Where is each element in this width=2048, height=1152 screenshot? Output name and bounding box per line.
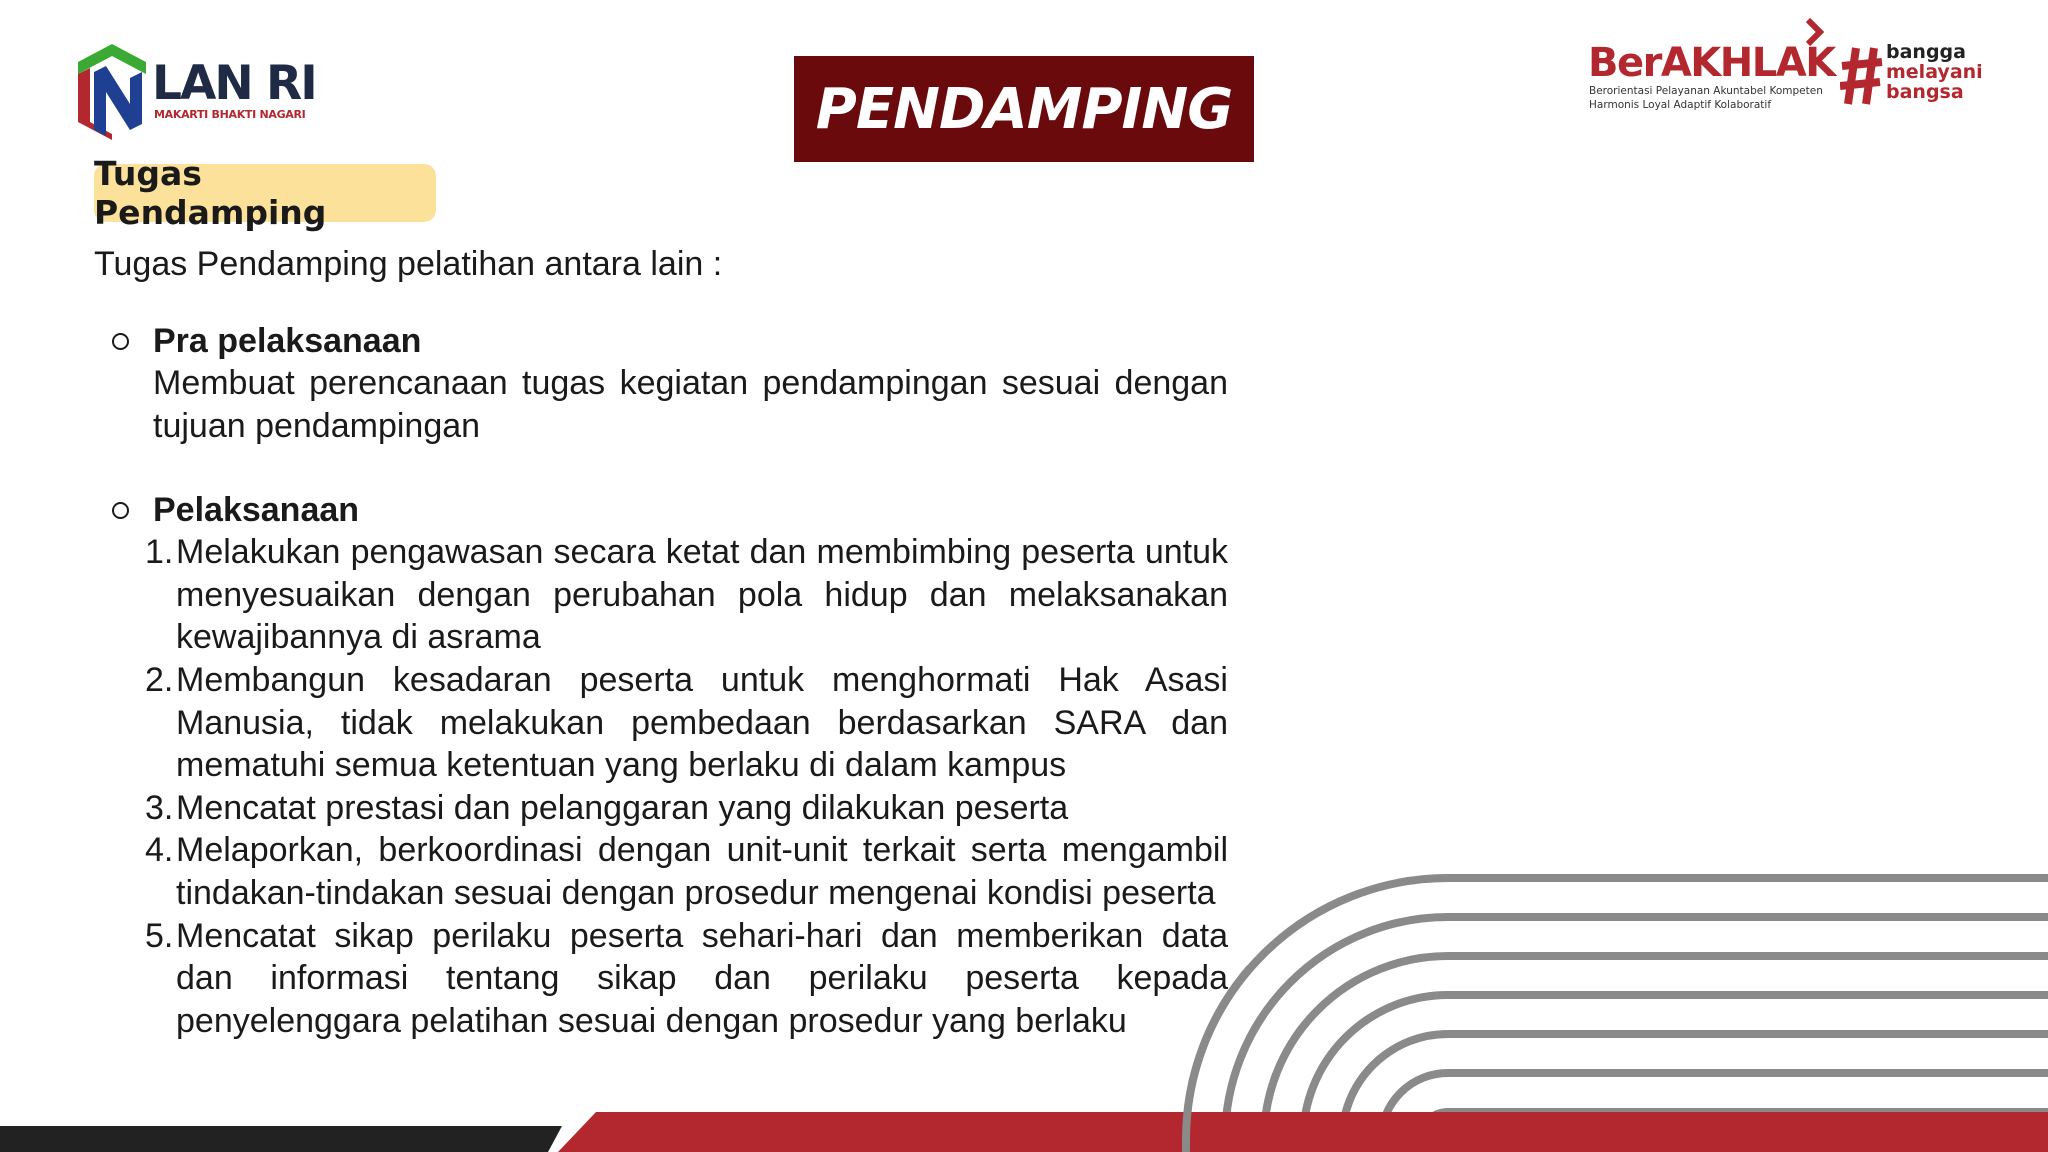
list-item-text: Melaporkan, berkoordinasi dengan unit-unit terkait serta mengambil tindakan-tindakan sesuai dengan prosedur mengenai kondisi peserta: [176, 831, 1228, 912]
list-item-text: Melakukan pengawasan secara ketat dan membimbing peserta untuk menyesuaikan dengan perubahan pola hidup dan melaksanakan kewajibannya di asrama: [176, 533, 1228, 657]
block-title: Pra pelaksanaan: [153, 322, 422, 360]
list-item: [145, 829, 1228, 914]
berakhlak-subtitle: [1589, 84, 1823, 112]
list-item-number: 2.: [145, 660, 174, 699]
berakhlak-wordmark: BerAKHLAK: [1588, 40, 1835, 86]
list-item-number: 1.: [145, 533, 174, 572]
list-item-text: Mencatat sikap perilaku peserta sehari-hari dan memberikan data dan informasi tentang sikap dan perilaku peserta kepada penyelenggara pelatihan sesuai dengan prosedur yang berlaku: [176, 916, 1228, 1040]
section-label-text: Tugas Pendamping: [94, 154, 327, 232]
lan-ri-logo: [72, 42, 316, 142]
circle-bullet-icon: [112, 502, 129, 519]
lan-ri-emblem-icon: [72, 42, 152, 142]
list-item: [145, 531, 1228, 659]
berakhlak-subtitle-line1: Berorientasi Pelayanan Akuntabel Kompeten: [1589, 85, 1823, 97]
footer-red-band: [558, 1112, 2048, 1152]
pelaksanaan-list: [145, 531, 1228, 1042]
list-item: [145, 787, 1228, 830]
content-body: [112, 320, 1228, 1042]
chevron-right-icon: [1804, 18, 1826, 46]
list-item-number: 3.: [145, 788, 174, 827]
section-label: [94, 154, 436, 232]
bangga-melayani-bangsa-logo: [1840, 40, 1990, 120]
page-title: PENDAMPING: [815, 76, 1233, 142]
lan-ri-tagline: MAKARTI BHAKTI NAGARI: [154, 108, 306, 121]
list-item-number: 5.: [145, 916, 174, 955]
hashtag-line-melayani: melayani: [1886, 61, 1983, 83]
block-pelaksanaan: [112, 489, 1228, 1042]
intro-text: Tugas Pendamping pelatihan antara lain :: [94, 245, 723, 283]
list-item: [145, 659, 1228, 787]
list-item: [145, 915, 1228, 1043]
block-title: Pelaksanaan: [153, 491, 360, 530]
footer-dark-band: [0, 1126, 562, 1152]
block-pra-pelaksanaan: [112, 320, 1228, 447]
hashtag-icon: [1840, 46, 1884, 106]
list-item-number: 4.: [145, 831, 174, 870]
block-description: Membuat perencanaan tugas kegiatan pendampingan sesuai dengan tujuan pendampingan: [153, 364, 1228, 445]
berakhlak-logo: [1586, 18, 1835, 118]
hashtag-line-bangga: bangga: [1886, 41, 1966, 63]
list-item-text: Mencatat prestasi dan pelanggaran yang dilakukan peserta: [176, 788, 1069, 827]
title-banner: [794, 56, 1254, 162]
circle-bullet-icon: [112, 333, 129, 350]
lan-ri-name: LAN RI: [152, 56, 316, 111]
hashtag-line-bangsa: bangsa: [1886, 81, 1964, 103]
list-item-text: Membangun kesadaran peserta untuk menghormati Hak Asasi Manusia, tidak melakukan pembedaan berdasarkan SARA dan mematuhi semua ketentuan yang berlaku di dalam kampus: [176, 660, 1228, 785]
berakhlak-subtitle-line2: Harmonis Loyal Adaptif Kolaboratif: [1589, 99, 1772, 111]
